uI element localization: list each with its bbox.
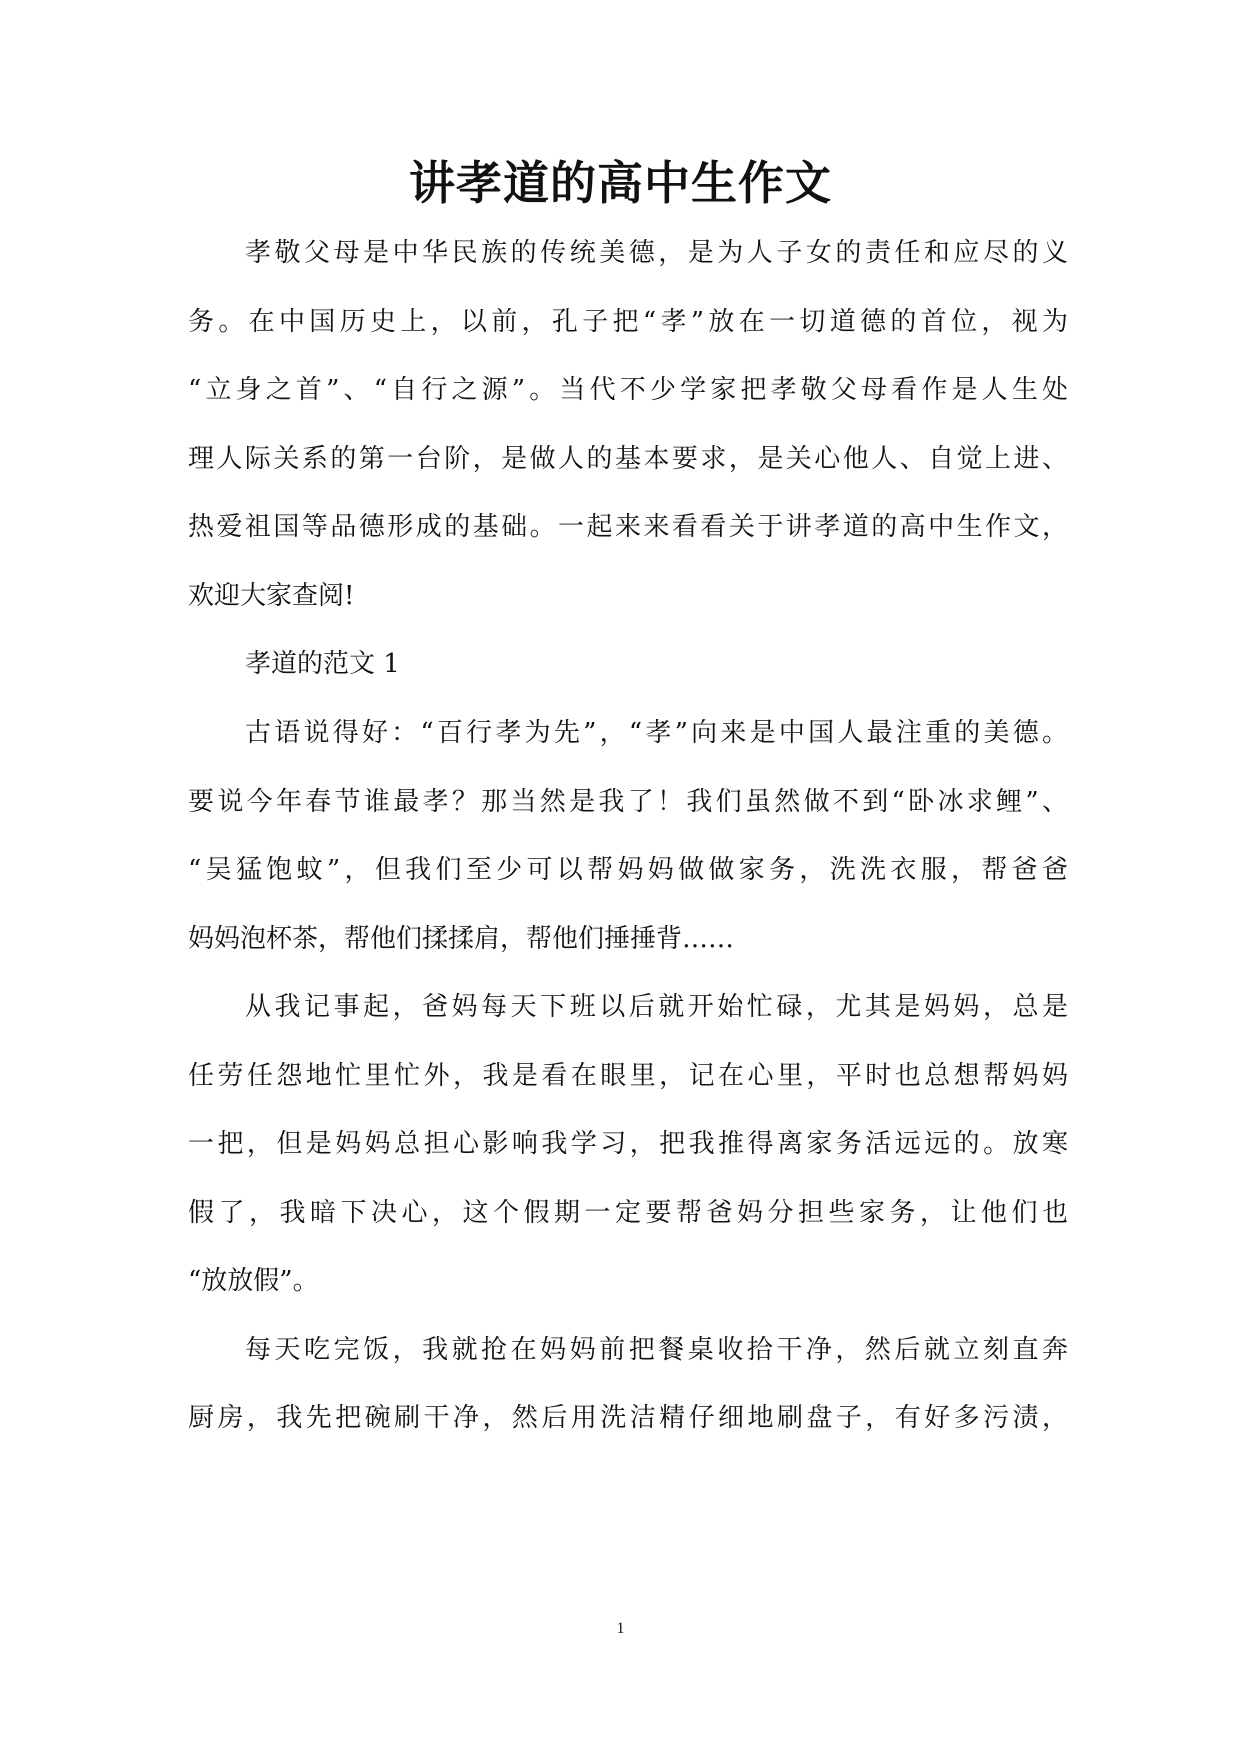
document-title: 讲孝道的高中生作文 bbox=[409, 156, 832, 210]
paragraph-line: “立身之首”、“自行之源”。当代不少学家把孝敬父母看作是人生处 bbox=[188, 375, 1068, 405]
paragraph-line: 每天吃完饭，我就抢在妈妈前把餐桌收拾干净，然后就立刻直奔 bbox=[245, 1335, 1068, 1365]
paragraph-line: 欢迎大家查阅! bbox=[188, 581, 355, 611]
paragraph-line: 热爱祖国等品德形成的基础。一起来来看看关于讲孝道的高中生作文， bbox=[188, 512, 1068, 542]
paragraph-line: 任劳任怨地忙里忙外，我是看在眼里，记在心里，平时也总想帮妈妈 bbox=[188, 1061, 1068, 1091]
paragraph-line: 要说今年春节谁最孝？那当然是我了！我们虽然做不到“卧冰求鲤”、 bbox=[188, 787, 1068, 817]
section-heading: 孝道的范文 1 bbox=[245, 649, 400, 679]
paragraph-line: 一把，但是妈妈总担心影响我学习，把我推得离家务活远远的。放寒 bbox=[188, 1129, 1068, 1159]
paragraph-line: 务。在中国历史上，以前，孔子把“孝”放在一切道德的首位，视为 bbox=[188, 307, 1068, 337]
paragraph-line: 从我记事起，爸妈每天下班以后就开始忙碌，尤其是妈妈，总是 bbox=[245, 992, 1068, 1022]
paragraph-line: 妈妈泡杯茶，帮他们揉揉肩，帮他们捶捶背…… bbox=[188, 924, 735, 954]
page-number: 1 bbox=[616, 1620, 625, 1637]
paragraph-line: 古语说得好：“百行孝为先”，“孝”向来是中国人最注重的美德。 bbox=[245, 718, 1068, 748]
paragraph-line: “吴猛饱蚊”，但我们至少可以帮妈妈做做家务，洗洗衣服，帮爸爸 bbox=[188, 855, 1068, 885]
paragraph-line: 厨房，我先把碗刷干净，然后用洗洁精仔细地刷盘子，有好多污渍， bbox=[188, 1403, 1068, 1433]
paragraph-line: “放放假”。 bbox=[188, 1266, 319, 1296]
paragraph-line: 理人际关系的第一台阶，是做人的基本要求，是关心他人、自觉上进、 bbox=[188, 444, 1068, 474]
paragraph-line: 假了，我暗下决心，这个假期一定要帮爸妈分担些家务，让他们也 bbox=[188, 1198, 1068, 1228]
paragraph-line: 孝敬父母是中华民族的传统美德，是为人子女的责任和应尽的义 bbox=[245, 238, 1068, 268]
